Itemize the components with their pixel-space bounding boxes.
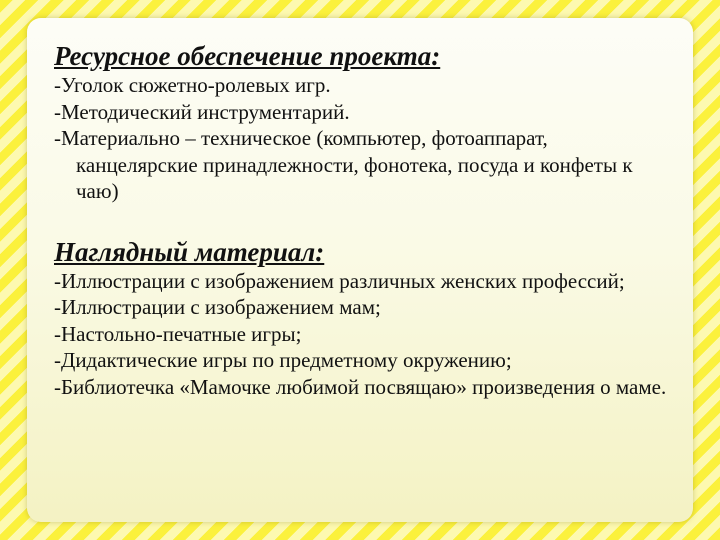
- section-spacer: [54, 205, 673, 236]
- slide-content-card: [27, 18, 693, 522]
- list-item: -Иллюстрации с изображением мам;: [54, 295, 381, 319]
- list-item: -Материально – техническое (компьютер, фотоаппарат, канцелярские принадлежности, фонотека, посуда и конфеты к чаю): [54, 126, 633, 203]
- resources-list: [54, 72, 673, 205]
- list-item: -Иллюстрации с изображением различных женских профессий;: [54, 268, 625, 293]
- visual-materials-list: [54, 268, 673, 401]
- visual-materials-heading: Наглядный материал:: [54, 236, 325, 267]
- list-item: -Уголок сюжетно-ролевых игр.: [54, 73, 331, 97]
- list-item: -Библиотечка «Мамочке любимой посвящаю» произведения о маме.: [54, 374, 667, 399]
- resources-heading: Ресурсное обеспечение проекта:: [54, 41, 441, 71]
- list-item: -Настольно-печатные игры;: [54, 321, 302, 346]
- list-item: -Методический инструментарий.: [54, 99, 350, 124]
- list-item: -Дидактические игры по предметному окружению;: [54, 348, 512, 372]
